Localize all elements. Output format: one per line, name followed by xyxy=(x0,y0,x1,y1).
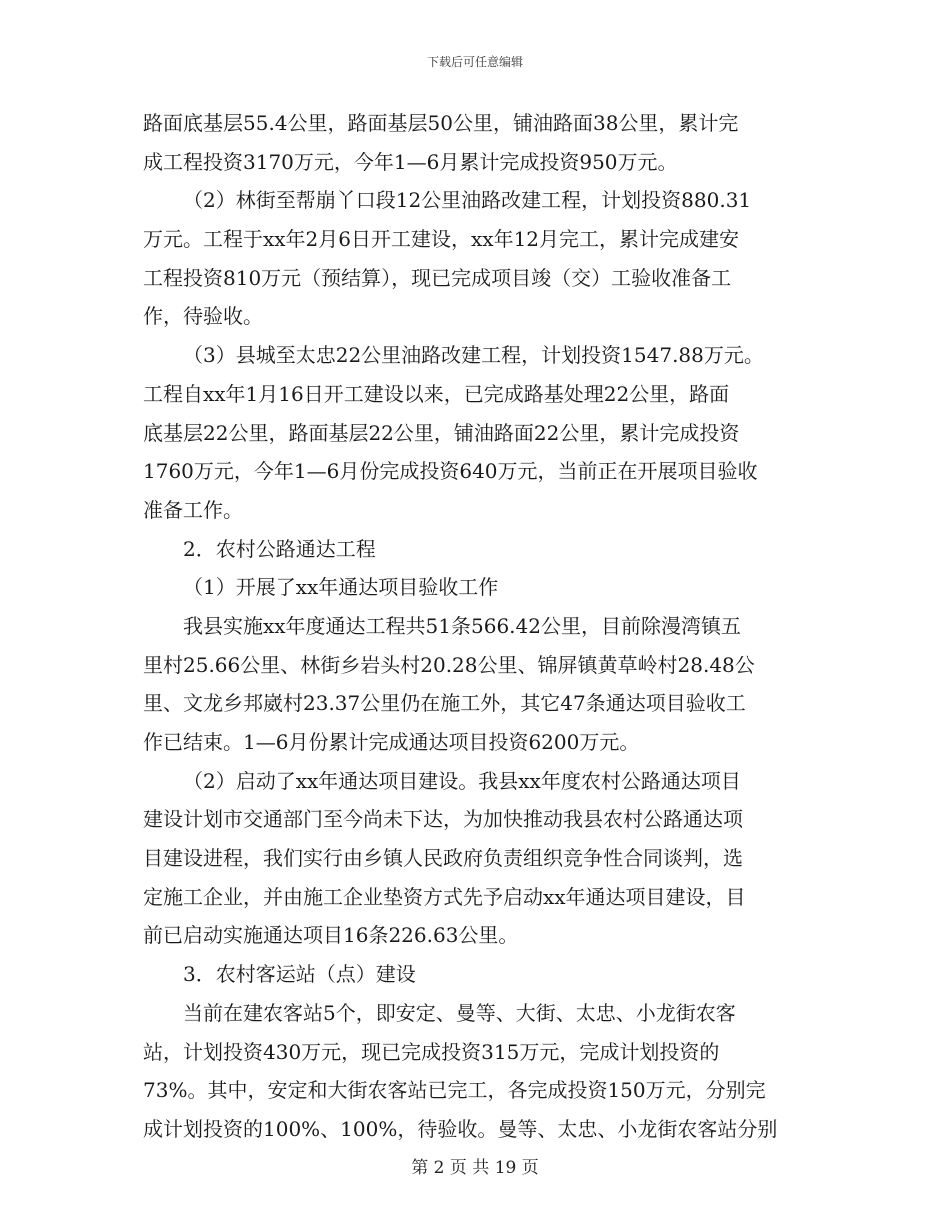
text-line: 万元。工程于xx年2月6日开工建设，xx年12月完工，累计完成建安 xyxy=(143,227,740,252)
text-line: （1）开展了xx年通达项目验收工作 xyxy=(183,575,499,600)
text-line: （3）县城至太忠22公里油路改建工程，计划投资1547.88万元。 xyxy=(183,343,764,368)
text-line: 1760万元，今年1—6月份完成投资640万元，当前正在开展项目验收 xyxy=(143,459,758,484)
text-line: 路面底基层55.4公里，路面基层50公里，铺油路面38公里，累计完 xyxy=(143,111,739,135)
text-line: 站，计划投资430万元，现已完成投资315万元，完成计划投资的 xyxy=(143,1039,720,1064)
text-line: 当前在建农客站5个，即安定、曼等、大街、太忠、小龙街农客 xyxy=(183,1000,736,1025)
document-body xyxy=(143,104,811,1149)
text-line: 3．农村客运站（点）建设 xyxy=(183,962,416,987)
text-line: 里、文龙乡邦崴村23.37公里仍在施工外，其它47条通达项目验收工 xyxy=(143,691,746,716)
text-line: （2）启动了xx年通达项目建设。我县xx年度农村公路通达项目 xyxy=(183,768,741,793)
text-line: 成计划投资的100%、100%，待验收。曼等、太忠、小龙街农客站分别 xyxy=(143,1116,778,1141)
text-line: 定施工企业，并由施工企业垫资方式先予启动xx年通达项目建设，目 xyxy=(143,884,746,909)
text-line: 里村25.66公里、林街乡岩头村20.28公里、锦屏镇黄草岭村28.48公 xyxy=(143,652,755,677)
text-line: 底基层22公里，路面基层22公里，铺油路面22公里，累计完成投资 xyxy=(143,420,740,445)
text-line: 作已结束。1—6月份累计完成通达项目投资6200万元。 xyxy=(143,730,640,754)
text-line: 前已启动实施通达项目16条226.63公里。 xyxy=(143,923,519,948)
page-header: 下载后可任意编辑 xyxy=(426,55,523,69)
text-line: 工程投资810万元（预结算），现已完成项目竣（交）工验收准备工 xyxy=(143,265,732,290)
text-line: 准备工作。 xyxy=(143,497,243,522)
page-footer: 第 2 页 共 19 页 xyxy=(411,1158,539,1178)
text-line: 建设计划市交通部门至今尚未下达，为加快推动我县农村公路通达项 xyxy=(143,807,743,832)
text-line: （2）林街至帮崩丫口段12公里油路改建工程，计划投资880.31 xyxy=(183,188,752,213)
text-line: 作，待验收。 xyxy=(143,304,263,329)
text-line: 我县实施xx年度通达工程共51条566.42公里，目前除漫湾镇五 xyxy=(183,613,741,638)
text-line: 目建设进程，我们实行由乡镇人民政府负责组织竞争性合同谈判，选 xyxy=(143,846,743,871)
text-line: 2．农村公路通达工程 xyxy=(183,536,376,561)
text-line: 成工程投资3170万元，今年1—6月累计完成投资950万元。 xyxy=(143,149,678,174)
text-line: 工程自xx年1月16日开工建设以来，已完成路基处理22公里，路面 xyxy=(143,381,730,406)
text-line: 73%。其中，安定和大街农客站已完工，各完成投资150万元，分别完 xyxy=(143,1078,766,1103)
